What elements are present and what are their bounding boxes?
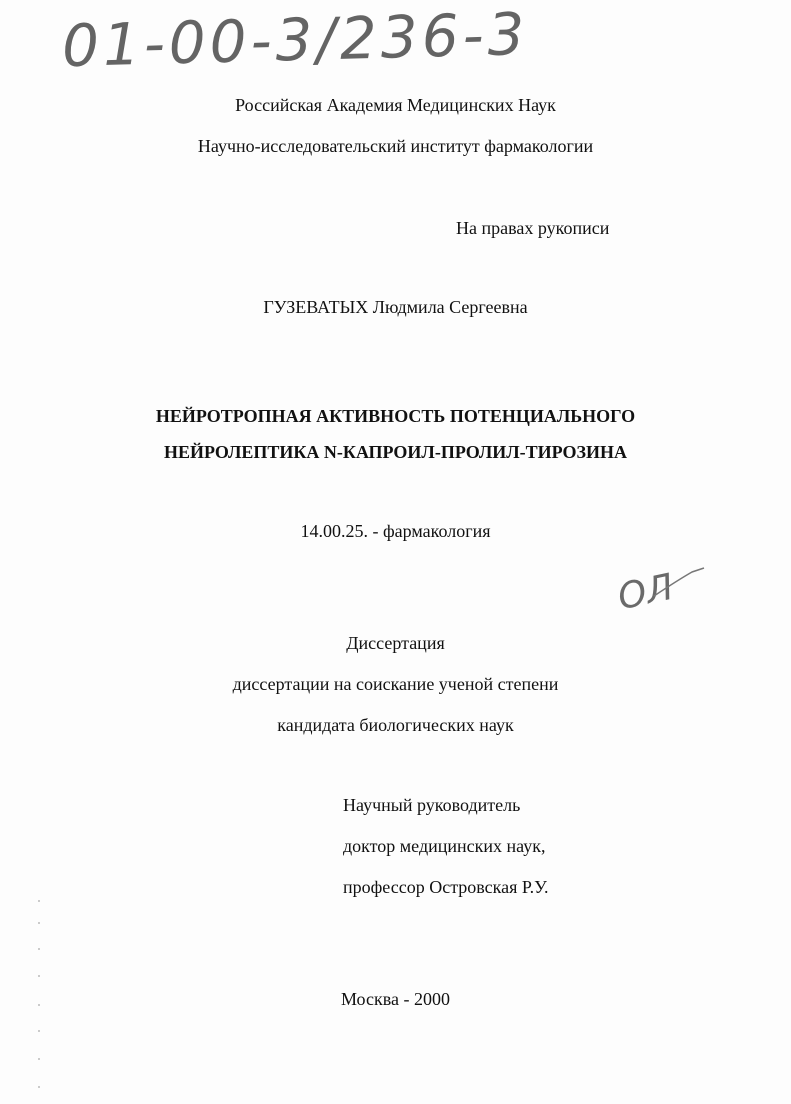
place-and-year: Москва - 2000 bbox=[341, 989, 450, 1009]
archive-mark: 01-00-3/236-3 bbox=[61, 0, 530, 81]
supervisor-name: профессор Островская Р.У. bbox=[343, 877, 549, 897]
supervisor-label: Научный руководитель bbox=[343, 795, 521, 815]
document-type-heading: Диссертация bbox=[346, 633, 445, 653]
supervisor-degree: доктор медицинских наук, bbox=[343, 836, 546, 856]
title-line-1: НЕЙРОТРОПНАЯ АКТИВНОСТЬ ПОТЕНЦИАЛЬНОГО bbox=[155, 406, 636, 426]
signature-initials: ОЛ bbox=[614, 566, 678, 619]
specialty-code: 14.00.25. - фармакология bbox=[300, 521, 491, 541]
degree-line-2: кандидата биологических наук bbox=[277, 715, 514, 735]
signature-stroke bbox=[652, 566, 712, 606]
title-line-2: НЕЙРОЛЕПТИКА N-КАПРОИЛ-ПРОЛИЛ-ТИРОЗИНА bbox=[163, 442, 628, 462]
institute-name: Научно-исследовательский институт фармакологии bbox=[197, 136, 594, 156]
degree-line-1: диссертации на соискание ученой степени bbox=[232, 674, 559, 694]
manuscript-note: На правах рукописи bbox=[456, 218, 610, 238]
author-name: ГУЗЕВАТЫХ Людмила Сергеевна bbox=[263, 297, 528, 317]
academy-name: Российская Академия Медицинских Наук bbox=[235, 95, 556, 115]
scan-artifact-dots bbox=[38, 900, 40, 1100]
